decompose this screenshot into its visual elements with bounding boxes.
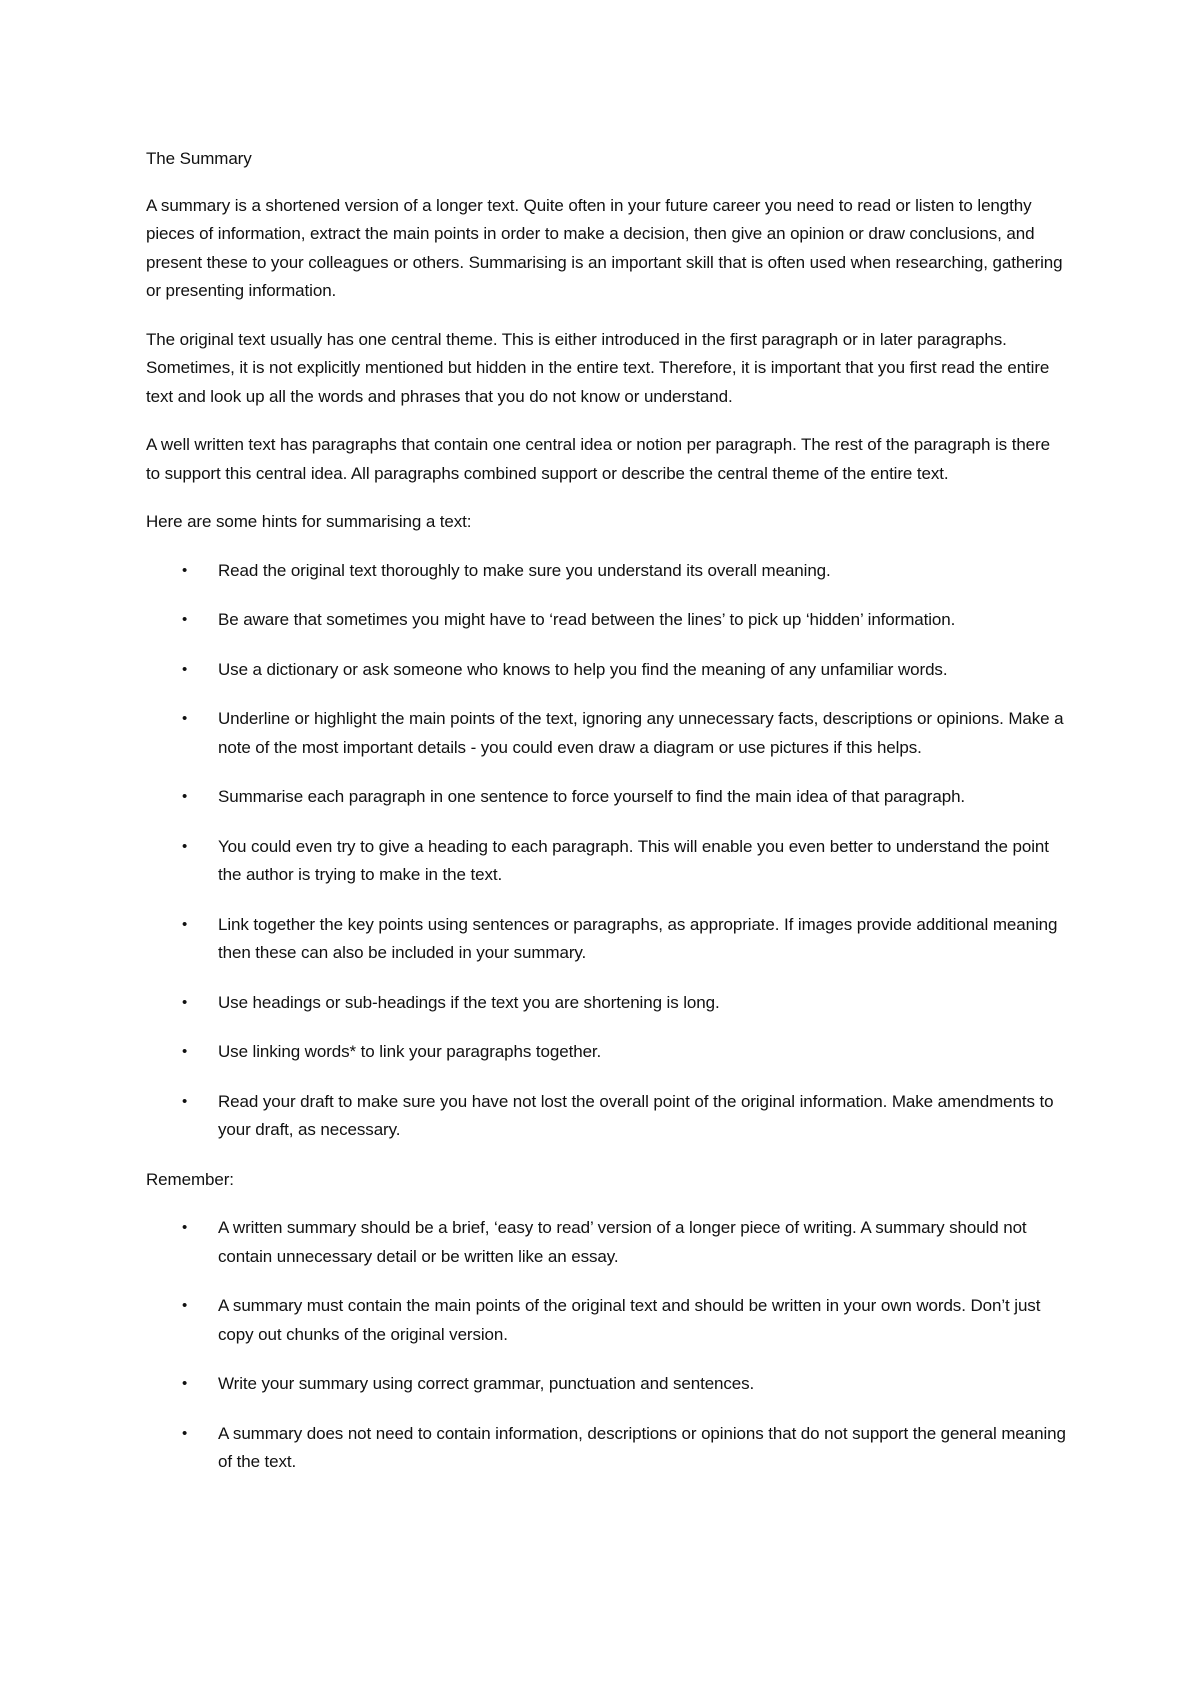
document-page — [146, 145, 1066, 1498]
structure-paragraph: A well written text has paragraphs that contain one central idea or notion per paragraph. The rest of the paragraph is there to support this central idea. All paragraphs combined support or describe the central theme of the entire text. — [146, 435, 1050, 483]
bullet-icon: • — [182, 1092, 188, 1110]
list-item — [146, 1038, 1066, 1067]
remember-heading: Remember: — [146, 1169, 234, 1189]
list-item — [146, 1370, 1066, 1399]
list-item-text: Read the original text thoroughly to make sure you understand its overall meaning. — [218, 560, 831, 580]
list-item — [146, 783, 1066, 812]
list-item — [146, 1088, 1066, 1145]
bullet-icon: • — [182, 788, 188, 805]
list-item-text: A written summary should be a brief, ‘easy to read’ version of a longer piece of writing. A summary should not contain unnecessary detail or be written like an essay. — [218, 1218, 1027, 1266]
bullet-icon: • — [182, 1043, 188, 1060]
list-item — [146, 705, 1066, 762]
list-item — [146, 557, 1066, 586]
list-item-text: A summary must contain the main points of the original text and should be written in your own words. Don’t just copy out chunks of the original version. — [218, 1296, 1041, 1344]
list-item-text: A summary does not need to contain information, descriptions or opinions that do not support the general meaning of the text. — [218, 1423, 1066, 1471]
list-item — [146, 656, 1066, 685]
list-item-text: Link together the key points using sentences or paragraphs, as appropriate. If images provide additional meaning then these can also be included in your summary. — [218, 914, 1058, 962]
list-item — [146, 1214, 1066, 1271]
list-item-text: You could even try to give a heading to each paragraph. This will enable you even better to understand the point the author is trying to make in the text. — [218, 836, 1049, 884]
bullet-icon: • — [182, 1219, 188, 1236]
bullet-icon: • — [182, 1297, 188, 1314]
list-item-text: Be aware that sometimes you might have to ‘read between the lines’ to pick up ‘hidden’ information. — [218, 610, 956, 629]
list-item-text: Summarise each paragraph in one sentence to force yourself to find the main idea of that paragraph. — [218, 787, 966, 806]
bullet-icon: • — [182, 837, 188, 855]
list-item — [146, 1420, 1066, 1477]
remember-list — [146, 1214, 1066, 1477]
intro-paragraph: A summary is a shortened version of a longer text. Quite often in your future career you need to read or listen to lengthy pieces of information, extract the main points in order to make a decision, then give an opinion or draw conclusions, and present these to your colleagues or others. Summarising is an important skill that is often used when researching, gathering or presenting information. — [146, 195, 1063, 300]
bullet-icon: • — [182, 1375, 188, 1392]
list-item-text: Use headings or sub-headings if the text you are shortening is long. — [218, 992, 720, 1012]
list-item — [146, 1292, 1066, 1349]
bullet-icon: • — [182, 660, 188, 678]
bullet-icon: • — [182, 915, 188, 933]
list-item-text: Read your draft to make sure you have not lost the overall point of the original information. Make amendments to your draft, as necessary. — [218, 1091, 1054, 1139]
bullet-icon: • — [182, 611, 188, 628]
bullet-icon: • — [182, 1424, 188, 1442]
document-title: The Summary — [146, 149, 252, 168]
list-item-text: Underline or highlight the main points of the text, ignoring any unnecessary facts, descriptions or opinions. Make a note of the most important details - you could even draw a diagram or use pictures if this helps. — [218, 709, 1064, 757]
bullet-icon: • — [182, 710, 188, 727]
hints-list — [146, 557, 1066, 1145]
list-item-text: Write your summary using correct grammar, punctuation and sentences. — [218, 1374, 755, 1393]
list-item — [146, 606, 1066, 635]
list-item-text: Use a dictionary or ask someone who knows to help you find the meaning of any unfamiliar words. — [218, 659, 948, 679]
hints-heading: Here are some hints for summarising a text: — [146, 512, 472, 531]
list-item — [146, 833, 1066, 890]
list-item-text: Use linking words* to link your paragraphs together. — [218, 1042, 602, 1061]
list-item — [146, 911, 1066, 968]
theme-paragraph: The original text usually has one central theme. This is either introduced in the first paragraph or in later paragraphs. Sometimes, it is not explicitly mentioned but hidden in the entire text. Therefore, it is important that you first read the entire text and look up all the words and phrases that you do not know or understand. — [146, 329, 1050, 406]
bullet-icon: • — [182, 561, 188, 579]
bullet-icon: • — [182, 993, 188, 1011]
list-item — [146, 989, 1066, 1018]
